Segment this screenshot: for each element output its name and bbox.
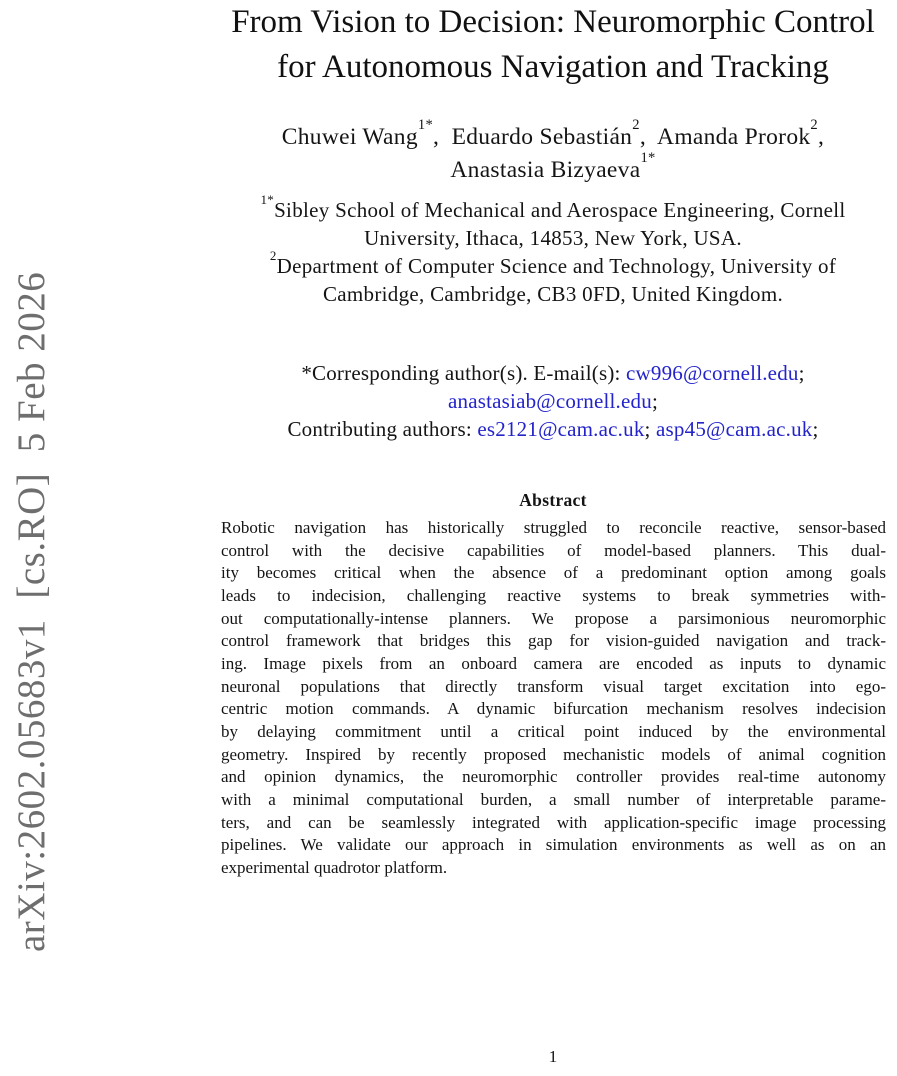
abstract-line: leads to indecision, challenging reactive systems to break symmetries with- (221, 585, 886, 605)
superscript: 2 (632, 117, 640, 134)
email-link[interactable]: asp45@cam.ac.uk (656, 417, 813, 441)
superscript: 1* (640, 150, 656, 167)
abstract-line: control framework that bridges this gap for vision-guided navigation and track- (221, 631, 886, 651)
superscript: 2 (269, 247, 277, 263)
author-line-2: Anastasia Bizyaeva$^{1*}$ (450, 150, 656, 183)
paper-title (200, 0, 897, 90)
abstract-line: out computationally-intense planners. We propose a parsimonious neuromorphic (221, 608, 886, 628)
corresponding-authors-line: *Corresponding author(s). E-mail(s): cw996@cornell.edu; (301, 361, 805, 385)
abstract-line: experimental quadrotor platform. (221, 857, 448, 877)
abstract-line: pipelines. We validate our approach in simulation environments as well as on an (221, 835, 886, 855)
abstract-line: and opinion dynamics, the neuromorphic controller provides real-time autonomy (221, 767, 886, 787)
abstract-heading: Abstract (519, 490, 587, 510)
superscript: 2 (810, 117, 819, 134)
affiliation-line: $^2$Department of Computer Science and Technology, University of (269, 247, 837, 278)
abstract-line: neuronal populations that directly transform visual target excitation into ego- (221, 676, 886, 696)
abstract-line: ters, and can be seamlessly integrated with application-specific image processing (221, 812, 886, 832)
abstract-line: with a minimal computational burden, a small number of interpretable parame- (221, 789, 886, 809)
title-line-1: From Vision to Decision: Neuromorphic Control (231, 4, 875, 40)
abstract-line: centric motion commands. A dynamic bifurcation mechanism resolves indecision (221, 699, 886, 719)
abstract-line: ity becomes critical when the absence of a predominant option among goals (221, 563, 886, 583)
affiliation-line: Cambridge, Cambridge, CB3 0FD, United Kingdom. (322, 282, 784, 306)
abstract-line: ing. Image pixels from an onboard camera are encoded as inputs to dynamic (221, 653, 886, 673)
superscript: 1* (417, 117, 434, 134)
author-line-1: Chuwei Wang$^{1*}$, Eduardo Sebastián$^2$, Amanda Prorok$^2$, (281, 117, 825, 150)
author-list (200, 117, 897, 187)
abstract-line: Robotic navigation has historically struggled to reconcile reactive, sensor-based (221, 518, 886, 537)
arxiv-watermark: arXiv:2602.05683v1 [cs.RO] 5 Feb 2026 (10, 271, 53, 952)
email-link[interactable]: cw996@cornell.edu (626, 361, 799, 385)
affiliation-line: $^{1*}$Sibley School of Mechanical and Aerospace Engineering, Cornell (260, 191, 846, 222)
affiliation-line: University, Ithaca, 14853, New York, USA. (364, 226, 742, 250)
contact-info (200, 359, 897, 443)
title-line-2: for Autonomous Navigation and Tracking (277, 49, 829, 85)
email-link[interactable]: es2121@cam.ac.uk (477, 417, 645, 441)
abstract-line: geometry. Inspired by recently proposed mechanistic models of animal cognition (221, 744, 886, 764)
email-link[interactable]: anastasiab@cornell.edu (448, 389, 652, 413)
abstract-text (221, 517, 886, 880)
superscript: 1* (260, 191, 275, 207)
affiliations (200, 191, 897, 308)
abstract-line: by delaying commitment until a critical point induced by the environmental (221, 721, 886, 741)
page-number: 1 (548, 1047, 558, 1066)
abstract-line: control with the decisive capabilities of model-based planners. This dual- (221, 540, 886, 560)
corresponding-authors-line: anastasiab@cornell.edu; (448, 389, 658, 413)
contributing-authors-line: Contributing authors: es2121@cam.ac.uk; asp45@cam.ac.uk; (287, 417, 819, 441)
